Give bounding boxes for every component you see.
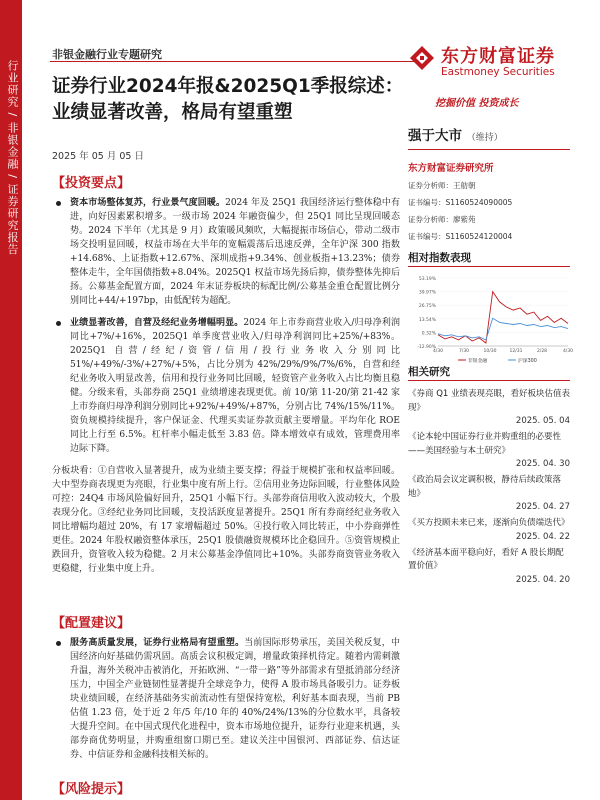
paragraph-lead: 服务高质量发展，证券行业格局有望重塑。 <box>70 638 245 648</box>
performance-chart <box>408 272 573 366</box>
institute-name: 东方财富证券研究所 <box>408 163 494 174</box>
related-item-title[interactable]: 《论本轮中国证券行业并购重组的必要性——美国经验与本土研究》 <box>408 432 562 456</box>
analyst-line: 证券分析师：王舫朝 <box>408 181 476 190</box>
related-rule <box>408 380 570 381</box>
logo-name-cn: 东方财富证券 <box>441 46 555 67</box>
bullet-paragraph <box>52 636 400 762</box>
paragraph-text: 2024 年上市券商营业收入/归母净利润同比+7%/+16%，2025Q1 单季度营业收入/归母净利润同比+25%/+83%。2025Q1 自营/经纪/资管/信用/投行业务收入分别同比51%/+49%/-3%/+27%/+5%，占比分别为 42%/29%/9%/7%/6%，自营和经纪业务收入明显改善，信用和投行业务同比回暖，轻资管产业务收入占比均衡且稳健。分级来看，头部券商 25Q1 业绩增速表现更优。前 10/第 11-20/第 21-42 家上市券商归母净利润分别同比+92%/+49%/+87%，分别占比 74%/15%/11%。资负规模持续提升，客户保证金、代理买卖证券款贡献主要增量。平均年化 ROE 同比上行至 6.5%。杠杆率小幅走低至 3.83 倍。降本增效卓有成效，管理费用率边际下降。 <box>70 318 400 454</box>
x-tick-label: 10/30 <box>483 349 497 354</box>
related-item-date: 2025. 04. 22 <box>515 531 570 542</box>
x-tick-label: 12/31 <box>509 349 523 354</box>
advice-body <box>52 636 400 770</box>
paragraph-lead: 业绩显著改善，自营及经纪业务增幅明显。 <box>70 318 244 328</box>
analyst-line: 证书编号：S1160524120004 <box>408 232 513 241</box>
related-item-date: 2025. 05. 04 <box>515 416 570 426</box>
bullet-paragraph <box>52 196 400 308</box>
paragraph-lead: 资本市场整体复苏，行业景气度回暖。 <box>70 198 226 208</box>
highlights-body <box>52 196 400 584</box>
legend-label: 沪深300 <box>518 359 537 364</box>
company-logo <box>408 40 568 92</box>
title-line-2: 业绩显著改善，格局有望重塑 <box>52 102 293 123</box>
top-rule <box>50 61 415 62</box>
related-item-title[interactable]: 《券商 Q1 业绩表现亮眼，看好板块估值表现》 <box>408 389 571 413</box>
related-item-date: 2025. 04. 20 <box>515 574 570 585</box>
related-list <box>408 388 570 590</box>
rating-panel <box>408 124 570 242</box>
bullet-dot-icon <box>56 641 61 646</box>
rating-label: 强于大市 <box>408 128 462 144</box>
segment-paragraph: 分板块看：①自营收入显著提升，成为业绩主要支撑；得益于规模扩张和权益率回暖。大中型券商表现更为亮眼，行业集中度有所上行。②信用业务边际回暖，行业整体风险可控：24Q4 市场风险偏好回升，25Q1 小幅下行。头部券商信用收入波动较大，个股表现分化。③经纪业务同比回暖，支投活跃度显著提升。25Q1 所有券商经纪业务收入同比增幅均超过 20%，有 17 家增幅超过 50%。④投行收入同比转正，中小券商弹性更佳。2024 年股权融资整体承压，25Q1 股债融资规模环比企稳回升。⑤资管规模止跌回升，资管收入较为稳健。2 月末公募基金净值同比+10%。头部券商资管业务收入更稳健，行业集中度上升。 <box>52 466 400 574</box>
series-line <box>438 292 568 343</box>
title-line-1: 证券行业2024年报&2025Q1季报综述： <box>52 76 404 97</box>
x-tick-label: 4/30 <box>432 349 444 354</box>
related-item-date: 2025. 04. 30 <box>515 459 570 469</box>
paragraph-text: 2024 年及 25Q1 我国经济运行整体稳中有进，向好因素累积增多。一级市场 2024 年融资偏少，但 25Q1 同比呈现回暖态势。2024 下半年（尤其是 9 月）政策暖风频吹，大幅提振市场信心，带动二级市场交投明显回暖，权益市场在大半年的宽幅震荡后迅速反弹，全年沪深 300 指数+14.68%、上证指数+12.67%、深圳成指+9.34%、创业板指+13.23%；债券整体走牛，全年国债指数+8.04%。2025Q1 权益市场先扬后抑，债券整体先抑后扬。公募基金配置方面，2024 年末证券板块的标配比例/公募基金重仓配置比例分别同比+44/+197bp，由低配转为超配。 <box>70 198 400 306</box>
y-tick-label: 13.54% <box>418 317 436 323</box>
x-tick-label: 2/28 <box>536 349 548 354</box>
rating <box>408 124 570 144</box>
paragraph-text: 当前国际形势承压，美国关税反复，中国经济向好基础仍需巩固。高质会议积极定调，增量政策择机待定。随着内需刺激升温，海外关税冲击被消化，开拓欧洲、“一带一路”等外部需求有望抵消部分经济压力，中国全产业链韧性显著提升全球竞争力，使得 A 股市场具备吸引力。证券板块业绩回暖，在经济基础务实前流动性有望保持宽松，利好基本面表现，当前 PB 估值 1.23 倍，处于近 2 年/5 年/10 年的 40%/24%/13%的分位数水平，具备较大提升空间。在中国式现代化进程中，资本市场地位提升，证券行业迎来机遇，头部券商优势明显，并购重组窗口期已至。建议关注中国银河、西部证券、信达证券、中信证券和金融科技相关标的。 <box>70 638 400 760</box>
logo-mark-icon <box>408 44 436 72</box>
slogan: 挖掘价值 投资成长 <box>435 98 519 109</box>
performance-title: 相对指数表现 <box>408 252 471 264</box>
related-item-title[interactable]: 《买方投顾未来已来，逐渐向负债端迭代》 <box>408 518 570 528</box>
analyst-line: 证书编号：S1160524090005 <box>408 198 513 207</box>
analyst-line: 证券分析师：廖紫苑 <box>408 215 476 224</box>
sidebar-band <box>0 0 22 800</box>
y-tick-label: 26.75% <box>418 304 436 310</box>
bullet-dot-icon <box>56 201 61 206</box>
y-tick-label: -12.90% <box>417 345 436 350</box>
report-date: 2025 年 05 月 05 日 <box>52 151 144 162</box>
sidebar-text: 行业研究 / 非银金融 / 证券研究报告 <box>6 60 19 256</box>
rating-note: （维持） <box>466 133 503 143</box>
bullet-dot-icon <box>56 321 61 326</box>
x-tick-label: 4/30 <box>562 349 573 354</box>
y-tick-label: 0.32% <box>421 331 436 337</box>
y-tick-label: 53.19% <box>418 277 436 282</box>
y-tick-label: 39.97% <box>418 290 436 296</box>
x-tick-label: 7/30 <box>458 349 470 354</box>
section-risks: 【风险提示】 <box>52 782 131 797</box>
performance-rule <box>408 266 570 267</box>
related-item-title[interactable]: 《经济基本面平稳向好，看好 A 股长期配置价值》 <box>408 547 564 571</box>
related-item-date: 2025. 04. 27 <box>515 502 570 512</box>
bullet-paragraph <box>52 316 400 456</box>
page-title <box>52 74 422 126</box>
report-type: 非银金融行业专题研究 <box>52 48 162 61</box>
section-advice: 【配置建议】 <box>52 616 131 631</box>
series-line <box>438 318 568 340</box>
section-highlights: 【投资要点】 <box>52 176 131 191</box>
rating-rule <box>408 149 570 150</box>
logo-name-en: Eastmoney Securities <box>441 66 555 78</box>
related-item-title[interactable]: 《政治局会议定调积极，静待后续政策落地》 <box>408 475 562 499</box>
legend-label: 非银金融 <box>468 359 488 364</box>
related-title: 相关研究 <box>408 366 450 378</box>
